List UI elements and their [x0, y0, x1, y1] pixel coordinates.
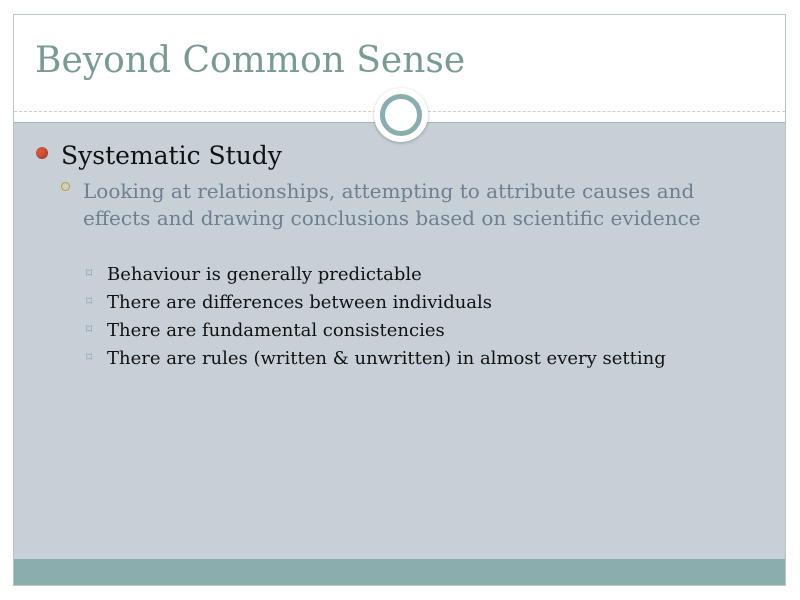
square-bullet-icon: ⌑ — [86, 350, 93, 364]
list-item — [86, 290, 766, 315]
list-item — [86, 262, 766, 287]
ring-icon — [380, 94, 422, 136]
point-text: There are rules (written & unwritten) in almost every setting — [107, 348, 666, 369]
point-text: There are differences between individuals — [107, 292, 493, 313]
slide-title: Beyond Common Sense — [35, 40, 466, 81]
hollow-circle-bullet-icon — [61, 182, 70, 191]
point-text: Behaviour is generally predictable — [107, 264, 422, 285]
list-item — [86, 346, 766, 371]
square-bullet-icon: ⌑ — [86, 322, 93, 336]
point-list — [86, 262, 766, 374]
point-text: There are fundamental consistencies — [107, 320, 445, 341]
footer-band — [14, 559, 785, 586]
filled-circle-bullet-icon — [36, 147, 48, 159]
list-item — [86, 318, 766, 343]
slide — [13, 14, 786, 586]
square-bullet-icon: ⌑ — [86, 266, 93, 280]
square-bullet-icon: ⌑ — [86, 294, 93, 308]
sub-bullet-text: Looking at relationships, attempting to attribute causes and effects and drawing conclusions based on scientific evidence — [83, 179, 701, 230]
bullet-systematic-study: Systematic Study — [61, 141, 282, 170]
